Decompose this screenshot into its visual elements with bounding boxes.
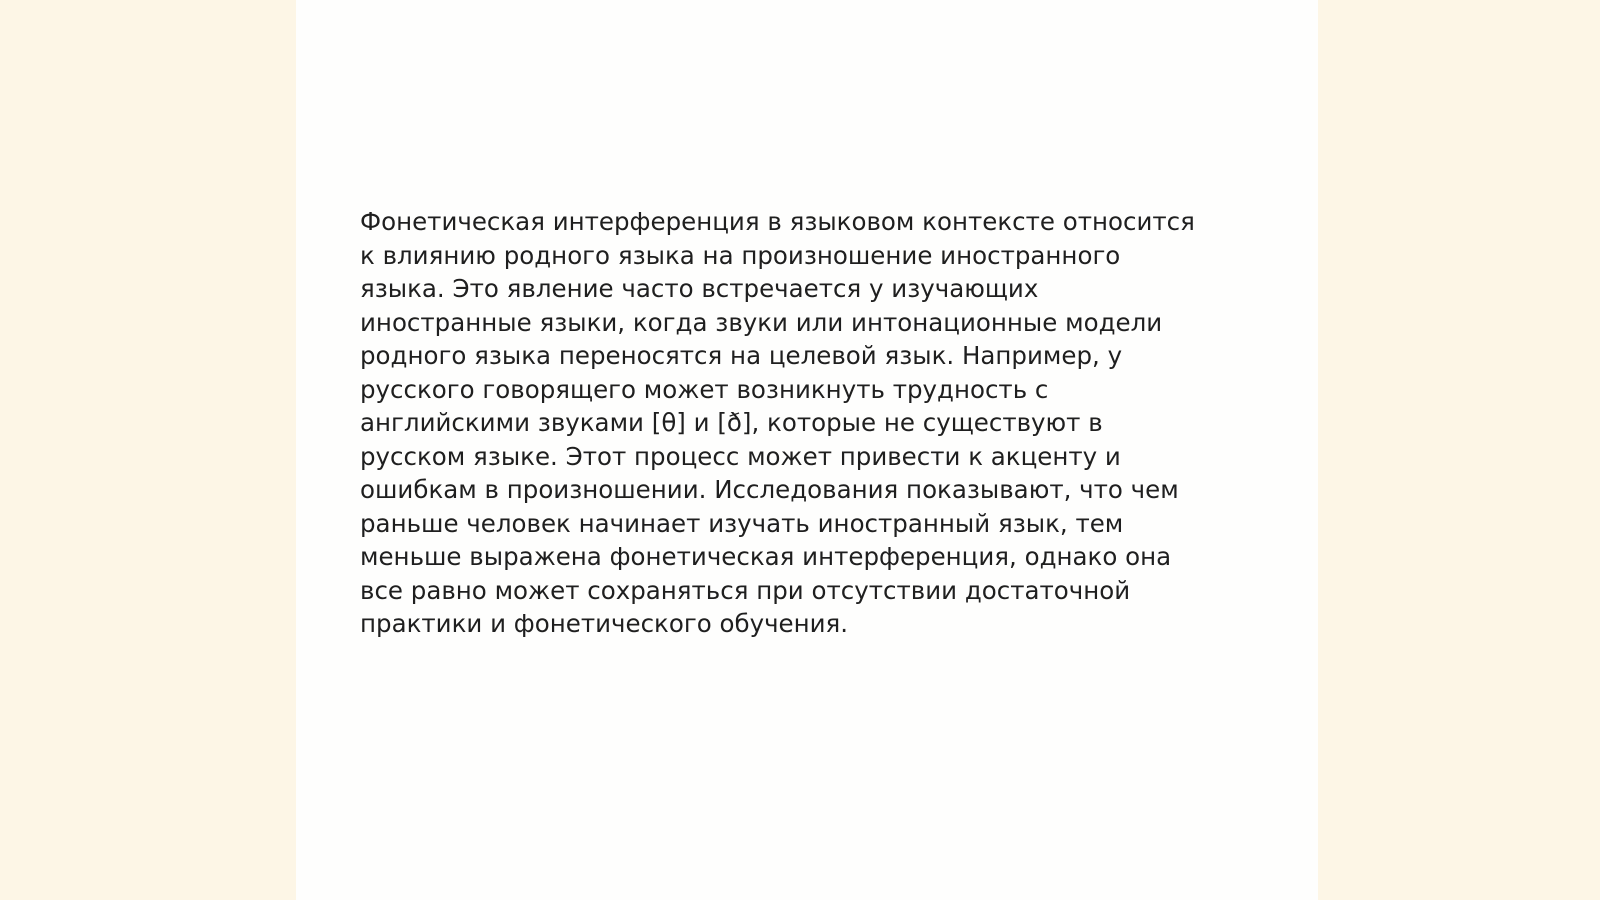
document-paragraph: Фонетическая интерференция в языковом контексте относится к влиянию родного языка на произношение иностранного языка. Это явление часто встречается у изучающих иностранные языки, когда звуки или интонационные модели родного языка переносятся на целевой язык. Например, у русского говорящего может возникнуть трудность с английскими звуками [θ] и [ð], которые не существуют в русском языке. Этот процесс может привести к акценту и ошибкам в произношении. Исследования показывают, что чем раньше человек начинает изучать иностранный язык, тем меньше выражена фонетическая интерференция, однако она все равно может сохраняться при отсутствии достаточной практики и фонетического обучения. [360, 207, 1195, 638]
document-page [296, 0, 1318, 900]
